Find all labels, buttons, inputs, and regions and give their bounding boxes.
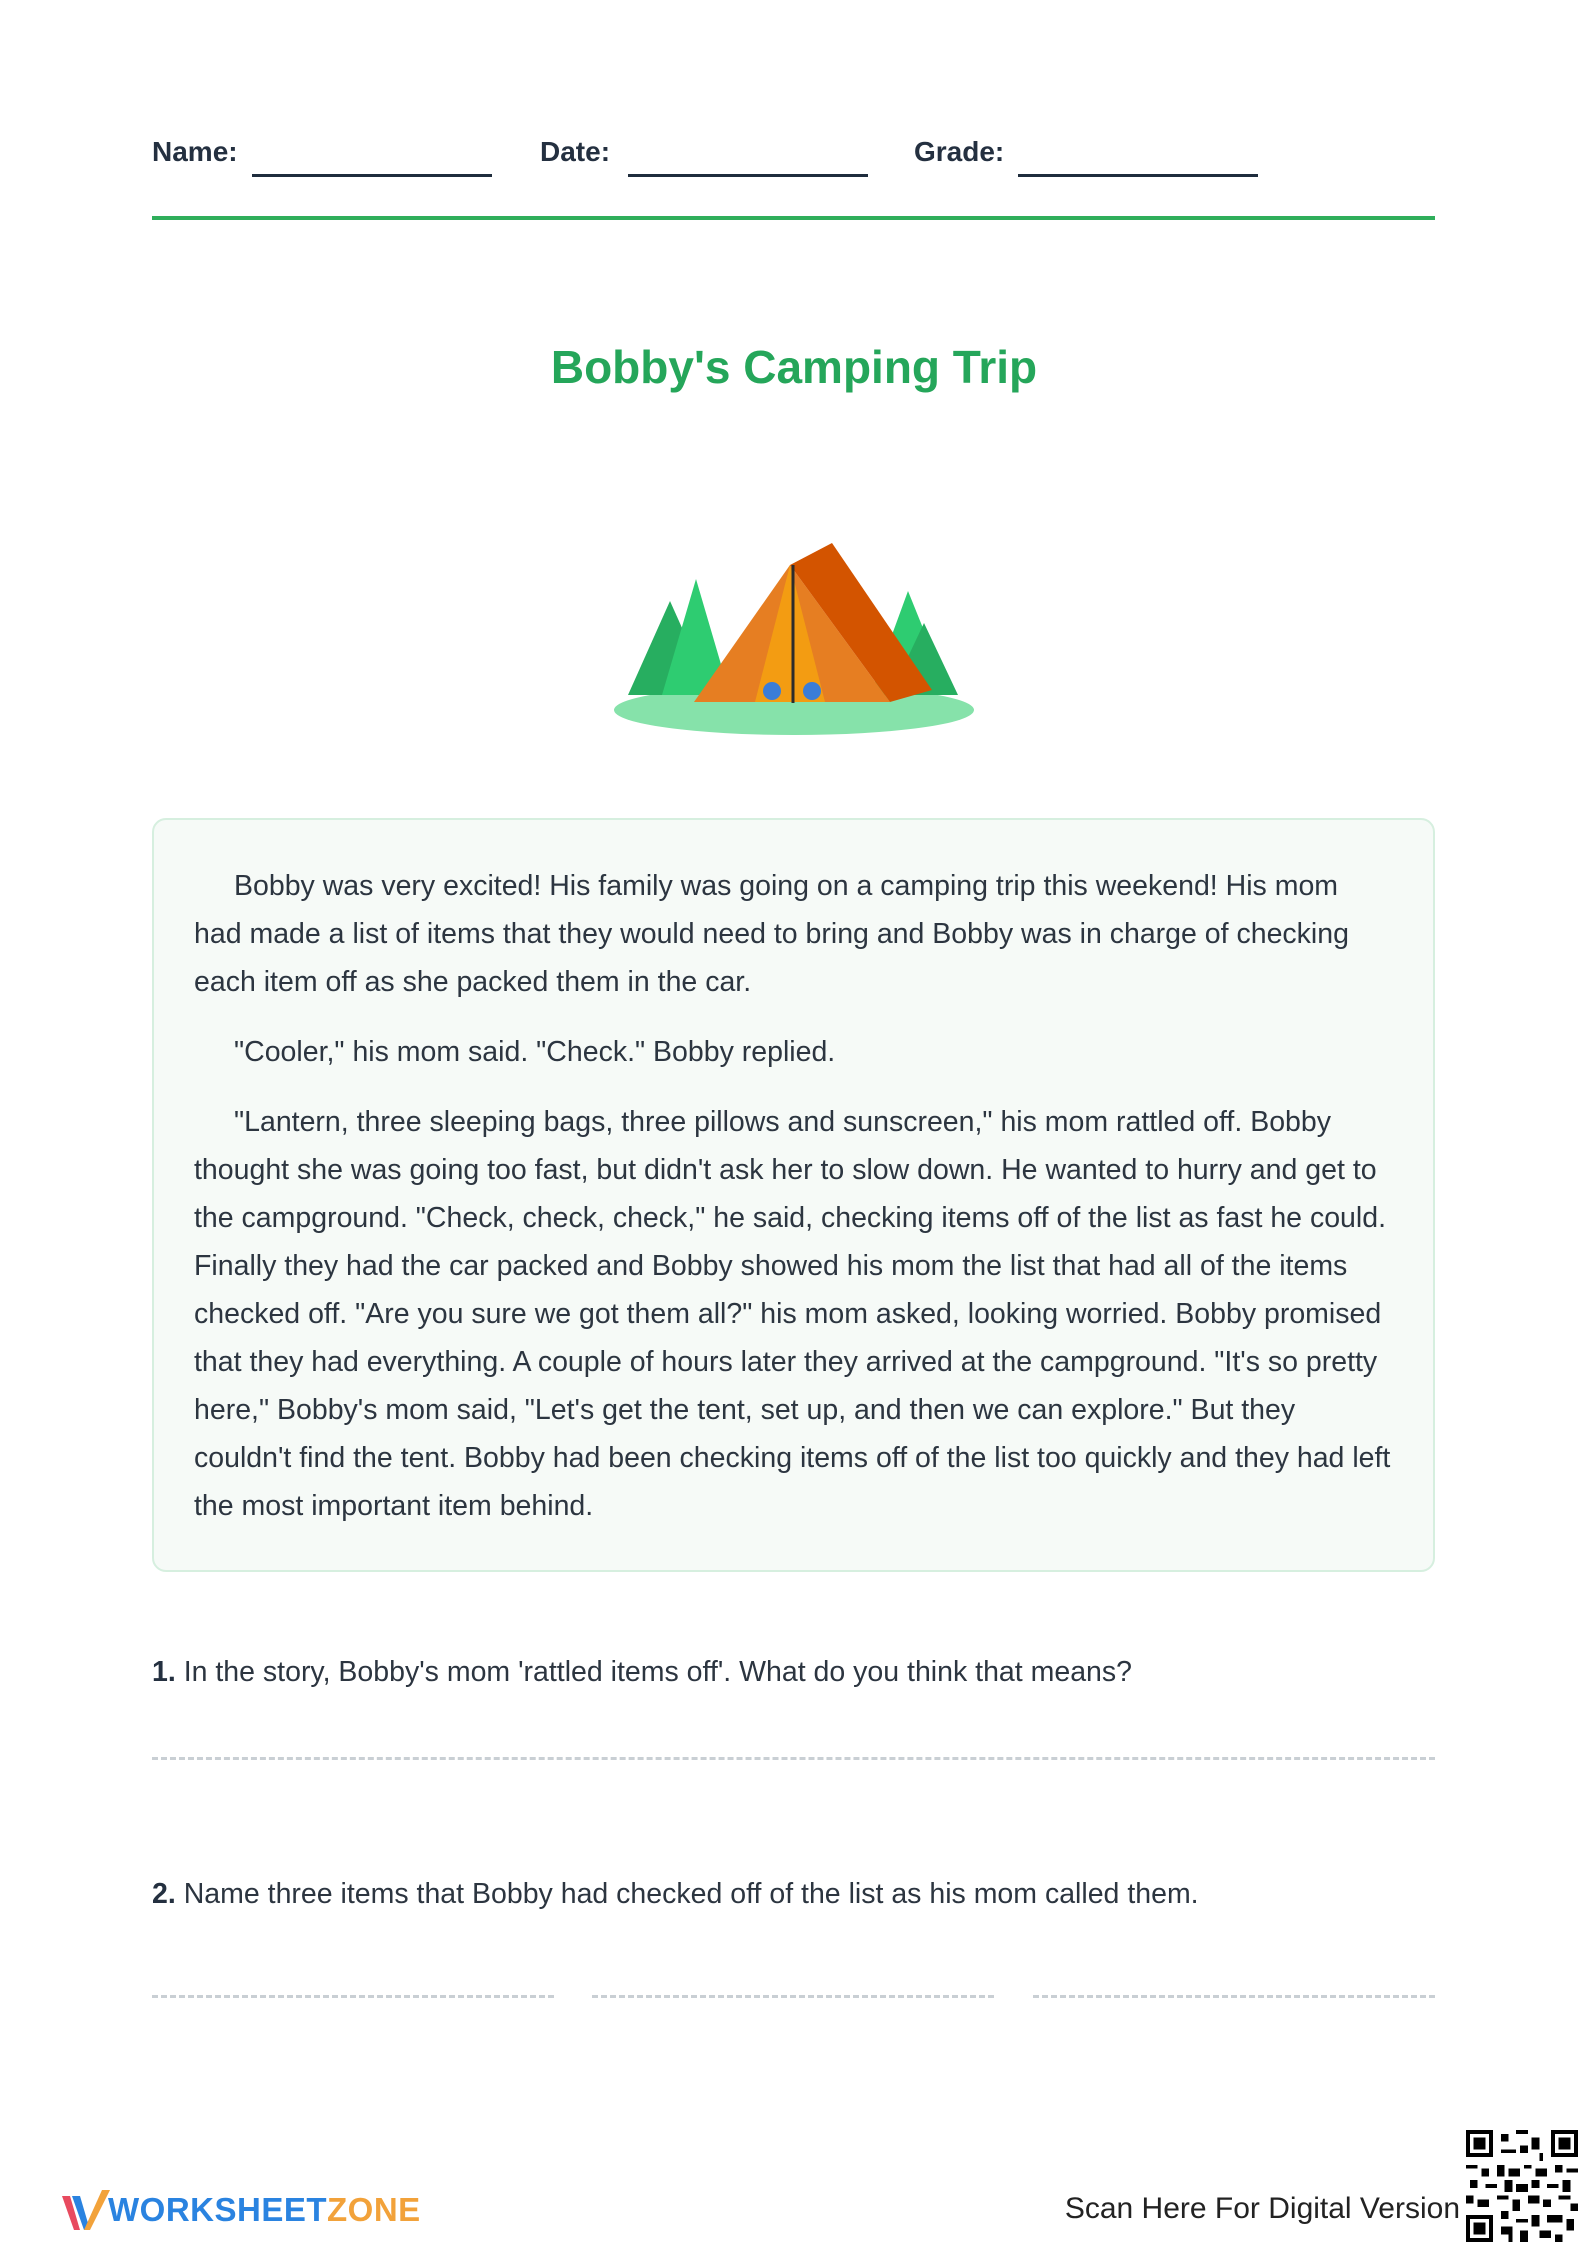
- name-line[interactable]: [252, 174, 492, 177]
- question-2: [152, 1878, 1199, 1911]
- grade-label: Grade:: [914, 136, 1005, 167]
- story-paragraph-1: Bobby was very excited! His family was going on a camping trip this weekend! His mom had made a list of items that they would need to bring and Bobby was in charge of checking each item off as she packed them in the car.: [194, 870, 1349, 998]
- grade-field[interactable]: [914, 136, 1004, 168]
- worksheet-title: Bobby's Camping Trip: [550, 341, 1038, 393]
- qr-code-icon[interactable]: [1466, 2130, 1578, 2242]
- question-1-text: In the story, Bobby's mom 'rattled items off'. What do you think that means?: [183, 1656, 1132, 1688]
- camping-tent-icon: [610, 535, 980, 745]
- answer-2c-line[interactable]: [1033, 1995, 1435, 1998]
- story-paragraph-3: "Lantern, three sleeping bags, three pillows and sunscreen," his mom rattled off. Bobby thought she was going too fast, but didn't ask her to slow down. He wanted to hurry and get to the campground. "Check, check, check," he said, checking items off of the list as fast he could. Finally they had the car packed and Bobby showed his mom the list that had all of the items checked off. "Are you sure we got them all?" his mom asked, looking worried. Bobby promised that they had everything. A couple of hours later they arrived at the campground. "It's so pretty here," Bobby's mom said, "Let's get the tent, set up, and then we can explore." But they couldn't find the tent. Bobby had been checking items off of the list too quickly and they had left the most important item behind.: [194, 1106, 1391, 1522]
- question-2-number: 2.: [152, 1878, 176, 1910]
- logo-word-1: WORKSHEET: [108, 2191, 327, 2228]
- question-2-text: Name three items that Bobby had checked off of the list as his mom called them.: [183, 1878, 1199, 1910]
- worksheetzone-logo-text: [108, 2191, 421, 2229]
- question-1-number: 1.: [152, 1656, 176, 1688]
- scan-caption: Scan Here For Digital Version: [1064, 2192, 1460, 2225]
- answer-2b-line[interactable]: [592, 1995, 994, 1998]
- date-label: Date:: [540, 136, 611, 167]
- answer-2a-line[interactable]: [152, 1995, 554, 1998]
- date-line[interactable]: [628, 174, 868, 177]
- answer-1-line[interactable]: [152, 1757, 1435, 1760]
- grade-line[interactable]: [1018, 174, 1258, 177]
- logo-word-2: ZONE: [327, 2191, 421, 2228]
- name-field[interactable]: [152, 136, 238, 168]
- worksheetzone-logo-icon: [58, 2182, 114, 2238]
- header-divider: [152, 216, 1435, 220]
- student-info-header: [152, 130, 1435, 220]
- date-field[interactable]: [540, 136, 610, 168]
- story-paragraph-2: "Cooler," his mom said. "Check." Bobby replied.: [234, 1036, 836, 1068]
- story-passage: [152, 818, 1435, 1572]
- name-label: Name:: [152, 136, 238, 167]
- question-1: [152, 1656, 1132, 1689]
